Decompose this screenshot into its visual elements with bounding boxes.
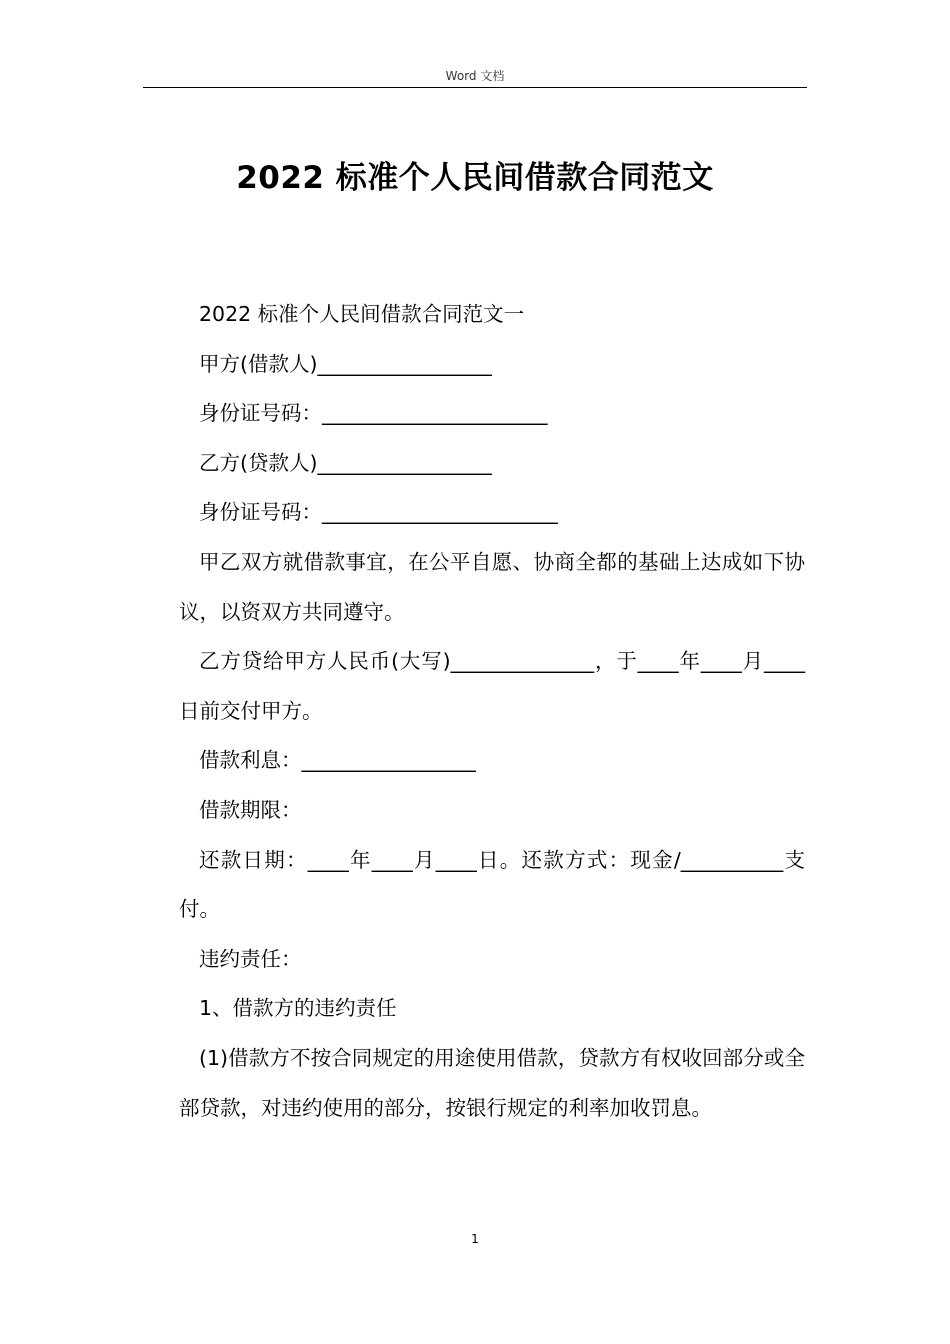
- paragraph-loan-term: 借款期限：: [199, 797, 302, 822]
- paragraph-party-a: 甲方(借款人)_________________: [199, 351, 492, 376]
- page-number: 1: [471, 1232, 479, 1246]
- header-divider: [143, 87, 807, 88]
- document-title: 2022 标准个人民间借款合同范文: [236, 160, 714, 196]
- paragraph-party-a-id: 身份证号码：______________________: [199, 401, 548, 426]
- paragraph-party-b-id: 身份证号码：_______________________: [199, 500, 558, 525]
- paragraph-loan-interest: 借款利息：_________________: [199, 748, 476, 773]
- paragraph-borrower-liability: 1、借款方的违约责任: [199, 996, 397, 1021]
- paragraph-liability-heading: 违约责任：: [199, 946, 302, 971]
- paragraph-agreement-intro: 甲乙双方就借款事宜，在公平自愿、协商全都的基础上达成如下协议，以资双方共同遵守。: [179, 549, 805, 624]
- paragraph-liability-clause-1: (1)借款方不按合同规定的用途使用借款，贷款方有权收回部分或全部贷款，对违约使用的部分，按银行规定的利率加收罚息。: [179, 1045, 805, 1120]
- paragraph-party-b: 乙方(贷款人)_________________: [199, 450, 492, 475]
- paragraph-repayment-date: 还款日期：____年____月____日。还款方式：现金/__________支付。: [179, 847, 805, 922]
- paragraph-section-heading: 2022 标准个人民间借款合同范文一: [199, 302, 525, 326]
- paragraph-loan-amount: 乙方贷给甲方人民币(大写)______________，于____年____月____日前交付甲方。: [179, 649, 805, 723]
- document-body: [179, 290, 805, 1133]
- header-label: Word 文档: [445, 69, 505, 83]
